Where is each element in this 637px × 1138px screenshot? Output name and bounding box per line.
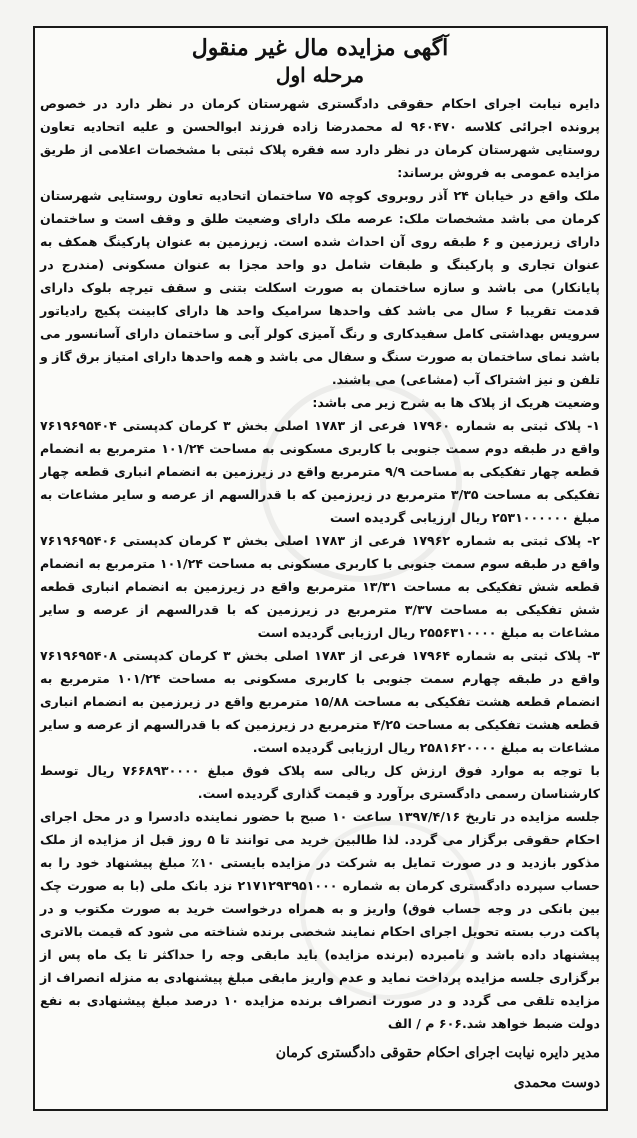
plate-item-2: ۲- پلاک ثبتی به شماره ۱۷۹۶۲ فرعی از ۱۷۸۳ اصلی بخش ۳ کرمان کدپستی ۷۶۱۹۶۹۵۴۰۶ واقع در طبقه سوم سمت جنوبی با کاربری مسکونی به مساحت ۱۰۱/۲۴ مترمربع به انضمام قطعه شش تفکیکی به مساحت ۱۳/۳۱ مترمربع واقع در زیرزمین به انضمام انباری قطعه شش تفکیکی به مساحت ۳/۳۷ مترمربع در زیرزمین که با قدرالسهم از عرصه و سایر مشاعات به مبلغ ۲۵۵۶۳۱۰۰۰۰ ریال ارزیابی گردیده است xyxy=(40,533,600,640)
auction-notice xyxy=(40,30,600,1105)
intro-paragraph: دایره نیابت اجرای احکام حقوقی دادگستری شهرستان کرمان در نظر دارد در خصوص پرونده اجرائی کلاسه ۹۶۰۴۷۰ له محمدرضا زاده فرزند ابوالحسن و علیه اتحادیه تعاون روستایی شهرستان کرمان در نظر دارد سه فقره پلاک ثبتی با مشخصات اعلامی از طریق مزایده عمومی به فروش برساند: xyxy=(40,96,601,180)
signature-name: دوست محمدی xyxy=(513,1075,600,1091)
property-description: ملک واقع در خیابان ۲۴ آذر روبروی کوچه ۷۵ ساختمان اتحادیه تعاون روستایی شهرستان کرمان می باشد مشخصات ملک: عرصه ملک دارای وضعیت طلق و وقف است و ساختمان دارای زیرزمین و ۶ طبقه روی آن احداث شده است. زیرزمین به عنوان پارکینگ همکف به عنوان تجاری و پارکینگ و طبقات شامل دو واحد مجزا به عنوان مسکونی (مندرج در پایانکار) می باشد و سازه ساختمان به صورت اسکلت بتنی و سقف تیرچه بلوک دارای قدمت تقریبا ۶ سال می باشد کف واحدها سرامیک واحد ها دارای کابینت پکیج رادیاتور سرویس بهداشتی کامل سفیدکاری و رنگ آمیزی کولر آبی و ساختمان دارای آسانسور می باشد نمای ساختمان به صورت سنگ و سفال می باشد و همه واحدها دارای امتیاز برق گاز و تلفن و نیز اشتراک آب (مشاعی) می باشند. xyxy=(40,188,600,387)
session-info: جلسه مزایده در تاریخ ۱۳۹۷/۴/۱۶ ساعت ۱۰ صبح با حضور نماینده دادسرا و در محل اجرای احکام حقوقی برگزار می گردد. لذا طالبین خرید می توانند تا ۵ روز قبل از مزایده از ملک مذکور بازدید و در صورت تمایل به شرکت در مزایده بایستی ۱۰٪ مبلغ پیشنهاد خود را به حساب سپرده دادگستری کرمان به شماره ۲۱۷۱۲۹۳۹۵۱۰۰۰ نزد بانک ملی (با به صورت چک بین بانکی در وجه حساب فوق) واریز و به همراه درخواست خرید به صورت مکتوب و در پاکت درب بسته تحویل اجرای احکام نمایند شخصی برنده شناخته می شود که قیمت بالاتری پیشنهاد داده باشد و نامبرده (برنده مزایده) باید مابقی وجه را حداکثر تا یک ماه پس از برگزاری جلسه مزایده پرداخت نماید و عدم واریز مابقی مبلغ پیشنهادی به منزله انصراف از مزایده تلقی می گردد و در صورت انصراف برنده مزایده ۱۰ درصد مبلغ پیشنهادی به نفع دولت ضبط خواهد شد.۶۰۶ م / الف xyxy=(40,809,601,1031)
notice-subtitle: مرحله اول xyxy=(275,63,365,87)
total-value: با توجه به موارد فوق ارزش کل ریالی سه پلاک فوق مبلغ ۷۶۶۸۹۳۰۰۰۰ ریال توسط کارشناسان رسمی دادگستری برآورد و قیمت گذاری گردیده است. xyxy=(40,763,600,801)
plate-item-1: ۱- پلاک ثبتی به شماره ۱۷۹۶۰ فرعی از ۱۷۸۳ اصلی بخش ۳ کرمان کدپستی ۷۶۱۹۶۹۵۴۰۴ واقع در طبقه دوم سمت جنوبی با کاربری مسکونی به مساحت ۱۰۱/۲۴ مترمربع به انضمام قطعه چهار تفکیکی به مساحت ۹/۹ مترمربع واقع در زیرزمین به انضمام انباری قطعه چهار تفکیکی به مساحت ۳/۳۵ مترمربع در زیرزمین که با قدرالسهم از عرصه و سایر مشاعات به مبلغ ۲۵۳۱۰۰۰۰۰۰ ریال ارزیابی گردیده است xyxy=(40,418,601,525)
plates-intro: وضعیت هریک از پلاک ها به شرح زیر می باشد: xyxy=(312,395,600,410)
plate-item-3: ۳- پلاک ثبتی به شماره ۱۷۹۶۴ فرعی از ۱۷۸۳ اصلی بخش ۳ کرمان کدپستی ۷۶۱۹۶۹۵۴۰۸ واقع در طبقه چهارم سمت جنوبی با کاربری مسکونی به مساحت ۱۰۱/۲۴ مترمربع به انضمام قطعه هشت تفکیکی به مساحت ۱۵/۸۸ مترمربع واقع در زیرزمین به انضمام انباری قطعه هشت تفکیکی به مساحت ۴/۲۵ مترمربع در زیرزمین که با قدرالسهم از عرصه و سایر مشاعات به مبلغ ۲۵۸۱۶۲۰۰۰۰ ریال ارزیابی گردیده است. xyxy=(40,648,601,755)
signature-title: مدیر دایره نیابت اجرای احکام حقوقی دادگستری کرمان xyxy=(275,1045,600,1061)
notice-title: آگهی مزایده مال غیر منقول xyxy=(191,35,449,61)
